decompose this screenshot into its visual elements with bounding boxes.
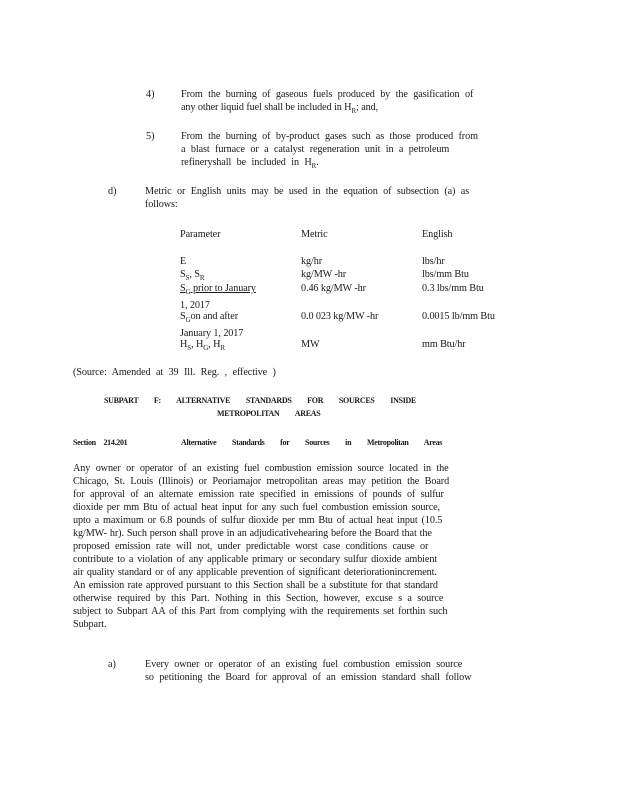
header-parameter: Parameter (180, 229, 221, 240)
body-line: An emission rate approved pursuant to this Section shall be a substitute for that standard (73, 580, 438, 591)
row-param: $H_S$, $H_G$, $H_R$ (180, 339, 225, 353)
body-line: otherwise required by this Part. Nothing in this Section, however, excuse s a source (73, 593, 444, 604)
item-5-line-2: a blast furnace or a catalyst regeneration unit in a petroleum (181, 144, 450, 155)
row-english: 0.3 lbs/mm Btu (422, 283, 484, 294)
subpart-heading-line-2: METROPOLITAN AREAS (217, 409, 321, 418)
body-line: proposed emission rate will not, under predictable worst case conditions cause or (73, 541, 429, 552)
body-line: air quality standard or of any applicable prevention of significant deteriorationincrement. (73, 567, 437, 578)
row-metric: 0.0 023 kg/MW -hr (301, 311, 379, 322)
section-number: Section 214.201 (73, 438, 128, 447)
item-d-line-2: follows: (145, 199, 178, 210)
body-line: Chicago, St. Louis (Illinois) or Peoriamajor metropolitan areas may petition the Board (73, 476, 450, 487)
body-line: for approval of an alternate emission rate specified in emissions of pounds of sulfur (73, 489, 444, 500)
body-line: upto a maximum or 6.8 pounds of sulfur dioxide per mm Btu of actual heat input (10.5 (73, 515, 443, 526)
row-param: $S_Gon$ and after January 1, 2017 (180, 311, 244, 340)
source-note: (Source: Amended at 39 Ill. Reg. , effective ) (73, 367, 276, 378)
item-a-line-2: so petitioning the Board for approval of an emission standard shall follow (145, 672, 472, 683)
item-a-line-1: Every owner or operator of an existing fuel combustion emission source (145, 659, 463, 670)
subpart-heading-line-1: SUBPART F: ALTERNATIVE STANDARDS FOR SOURCES INSIDE (104, 396, 417, 405)
row-param: E (180, 256, 187, 267)
row-english: mm Btu/hr (422, 339, 466, 350)
item-4-number: 4) (146, 89, 155, 100)
body-line: Any owner or operator of an existing fuel combustion emission source located in the (73, 463, 449, 474)
row-english: lbs/mm Btu (422, 269, 469, 280)
row-metric: 0.46 kg/MW -hr (301, 283, 366, 294)
body-line: contribute to a violation of any applicable primary or secondary sulfur dioxide ambient (73, 554, 438, 565)
item-d-number: d) (108, 186, 117, 197)
section-title: Alternative Standards for Sources in Metropolitan Areas (181, 438, 443, 447)
item-a-number: a) (108, 659, 116, 670)
section-body (73, 462, 503, 631)
item-5-line-1: From the burning of by-product gases such as those produced from (181, 131, 478, 142)
header-english: English (422, 229, 453, 240)
row-param: $S_S$, $S_R$ (180, 269, 205, 283)
item-4-line-2: any other liquid fuel shall be included in $H_R$; and, (181, 102, 379, 116)
row-metric: kg/MW -hr (301, 269, 347, 280)
item-5-line-3: refineryshall be included in $H_R$. (181, 157, 319, 171)
item-4-line-1: From the burning of gaseous fuels produced by the gasification of (181, 89, 474, 100)
body-line: dioxide per mm Btu of actual heat input for any such fuel combustion emission source, (73, 502, 441, 513)
row-metric: kg/hr (301, 256, 323, 267)
header-metric: Metric (301, 229, 328, 240)
row-english: lbs/hr (422, 256, 445, 267)
row-param: $S_G$ prior to January 1, 2017 (180, 283, 256, 312)
row-metric: MW (301, 339, 320, 350)
body-line: kg/MW- hr). Such person shall prove in an adjudicativehearing before the Board that the (73, 528, 432, 539)
item-d-line-1: Metric or English units may be used in the equation of subsection (a) as (145, 186, 470, 197)
body-line: subject to Subpart AA of this Part from complying with the requirements set forthin such (73, 606, 448, 617)
row-english: 0.0015 lb/mm Btu (422, 311, 495, 322)
item-5-number: 5) (146, 131, 155, 142)
body-line: Subpart. (73, 619, 107, 630)
